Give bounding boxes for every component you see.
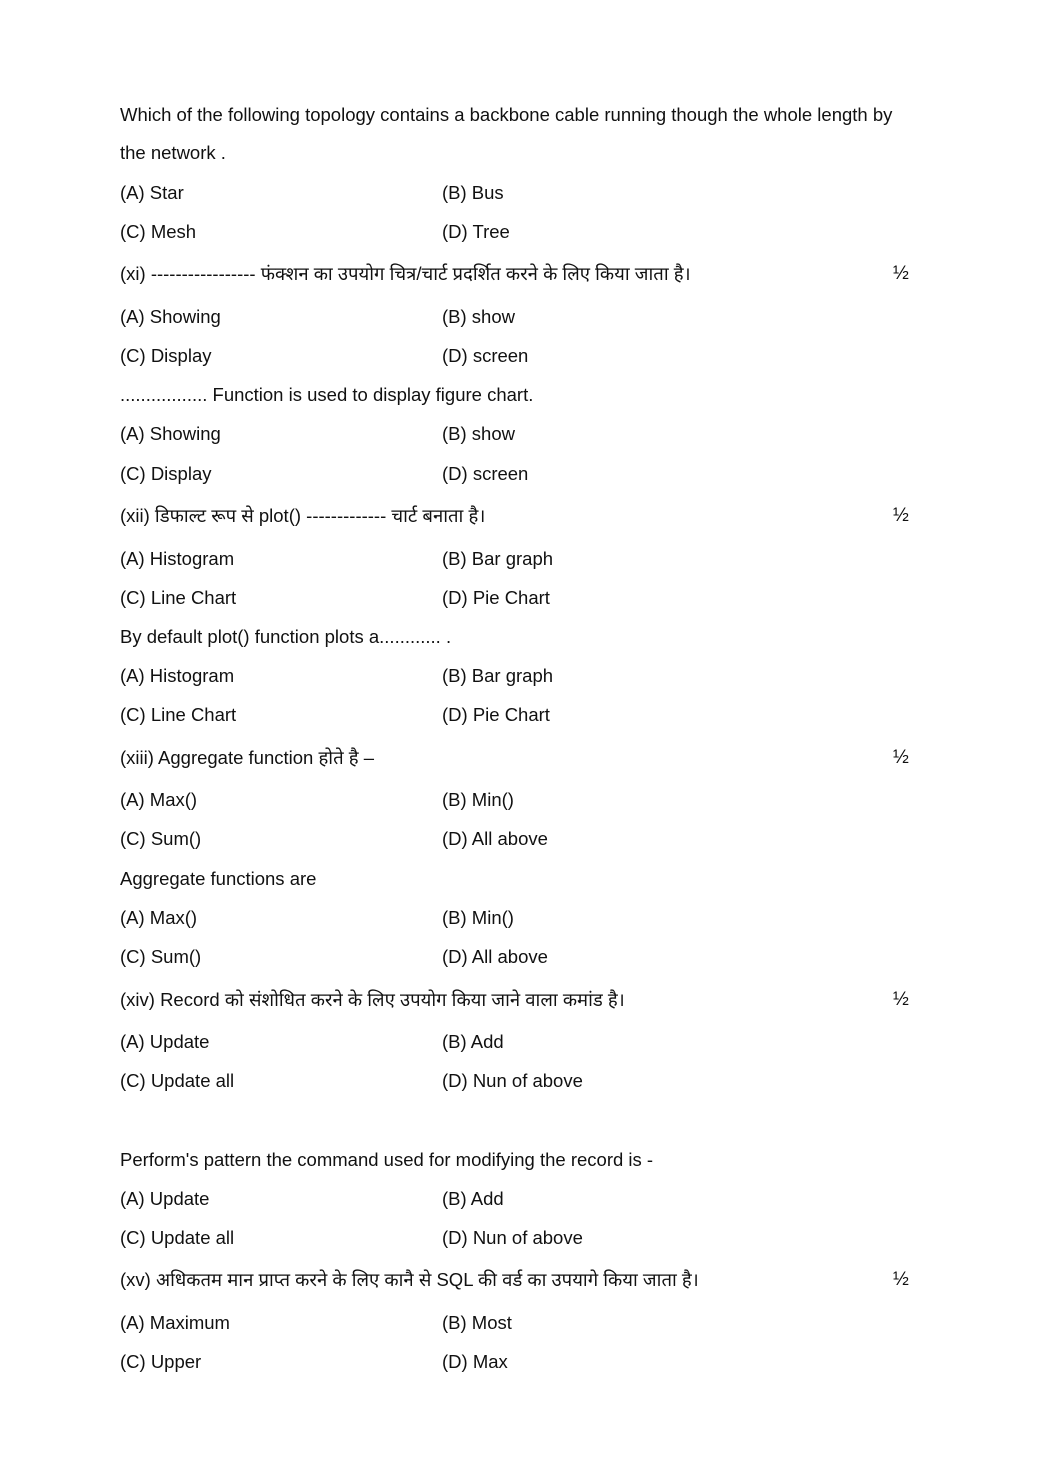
question-text-english: By default plot() function plots a............ . bbox=[120, 626, 452, 647]
question-text-hindi: (xi) ----------------- फंक्शन का उपयोग चित्र/चार्ट प्रदर्शित करने के लिए किया जाता है। bbox=[120, 263, 691, 284]
question-text-hindi: (xiii) Aggregate function होते है – bbox=[120, 747, 375, 768]
marks: ½ bbox=[893, 1269, 909, 1290]
question-text: the network . bbox=[120, 142, 226, 163]
option-a: (A) Maximum bbox=[120, 1312, 230, 1333]
option-d: (D) All above bbox=[442, 828, 548, 849]
option-c: (C) Mesh bbox=[120, 221, 197, 242]
option-c: (C) Display bbox=[120, 463, 212, 484]
option-c: (C) Line Chart bbox=[120, 587, 237, 608]
question-text-english: ................. Function is used to display figure chart. bbox=[120, 384, 534, 405]
option-c: (C) Display bbox=[120, 345, 212, 366]
option-c: (C) Update all bbox=[120, 1227, 235, 1248]
option-d: (D) screen bbox=[442, 345, 529, 366]
option-d: (D) Nun of above bbox=[442, 1070, 583, 1091]
option-b: (B) Bus bbox=[442, 182, 504, 203]
option-d: (D) All above bbox=[442, 946, 548, 967]
option-a: (A) Update bbox=[120, 1188, 210, 1209]
option-b: (B) Bar graph bbox=[442, 548, 554, 569]
option-b: (B) show bbox=[442, 423, 515, 444]
question-text-hindi: (xiv) Record को संशोधित करने के लिए उपयोग किया जाने वाला कमांड है। bbox=[120, 989, 625, 1010]
option-d: (D) Max bbox=[442, 1351, 508, 1372]
option-c: (C) Sum() bbox=[120, 946, 202, 967]
option-d: (D) Pie Chart bbox=[442, 704, 550, 725]
option-b: (B) Min() bbox=[442, 789, 514, 810]
option-b: (B) Min() bbox=[442, 907, 514, 928]
question-text-english: Perform's pattern the command used for modifying the record is - bbox=[120, 1149, 654, 1170]
option-c: (C) Line Chart bbox=[120, 704, 237, 725]
marks: ½ bbox=[893, 505, 909, 526]
option-a: (A) Max() bbox=[120, 907, 198, 928]
option-d: (D) Nun of above bbox=[442, 1227, 583, 1248]
option-c: (C) Upper bbox=[120, 1351, 202, 1372]
question-text-english: Aggregate functions are bbox=[120, 868, 317, 889]
marks: ½ bbox=[893, 989, 909, 1010]
option-b: (B) Bar graph bbox=[442, 665, 554, 686]
option-c: (C) Sum() bbox=[120, 828, 202, 849]
marks: ½ bbox=[893, 263, 909, 284]
option-a: (A) Showing bbox=[120, 423, 221, 444]
option-d: (D) screen bbox=[442, 463, 529, 484]
option-a: (A) Max() bbox=[120, 789, 198, 810]
question-text-hindi: (xv) अधिकतम मान प्राप्त करने के लिए कानै से SQL की वर्ड का उपयागे किया जाता है। bbox=[120, 1269, 699, 1290]
question-text: Which of the following topology contains a backbone cable running though the whole length by bbox=[120, 104, 893, 125]
option-b: (B) Add bbox=[442, 1031, 504, 1052]
option-b: (B) Add bbox=[442, 1188, 504, 1209]
marks: ½ bbox=[893, 747, 909, 768]
option-c: (C) Update all bbox=[120, 1070, 235, 1091]
option-d: (D) Pie Chart bbox=[442, 587, 550, 608]
option-b: (B) Most bbox=[442, 1312, 512, 1333]
option-a: (A) Update bbox=[120, 1031, 210, 1052]
question-text-hindi: (xii) डिफाल्ट रूप से plot() ------------- चार्ट बनाता है। bbox=[120, 505, 486, 526]
option-d: (D) Tree bbox=[442, 221, 510, 242]
option-a: (A) Showing bbox=[120, 306, 221, 327]
option-a: (A) Star bbox=[120, 182, 184, 203]
option-a: (A) Histogram bbox=[120, 548, 235, 569]
option-b: (B) show bbox=[442, 306, 515, 327]
option-a: (A) Histogram bbox=[120, 665, 235, 686]
